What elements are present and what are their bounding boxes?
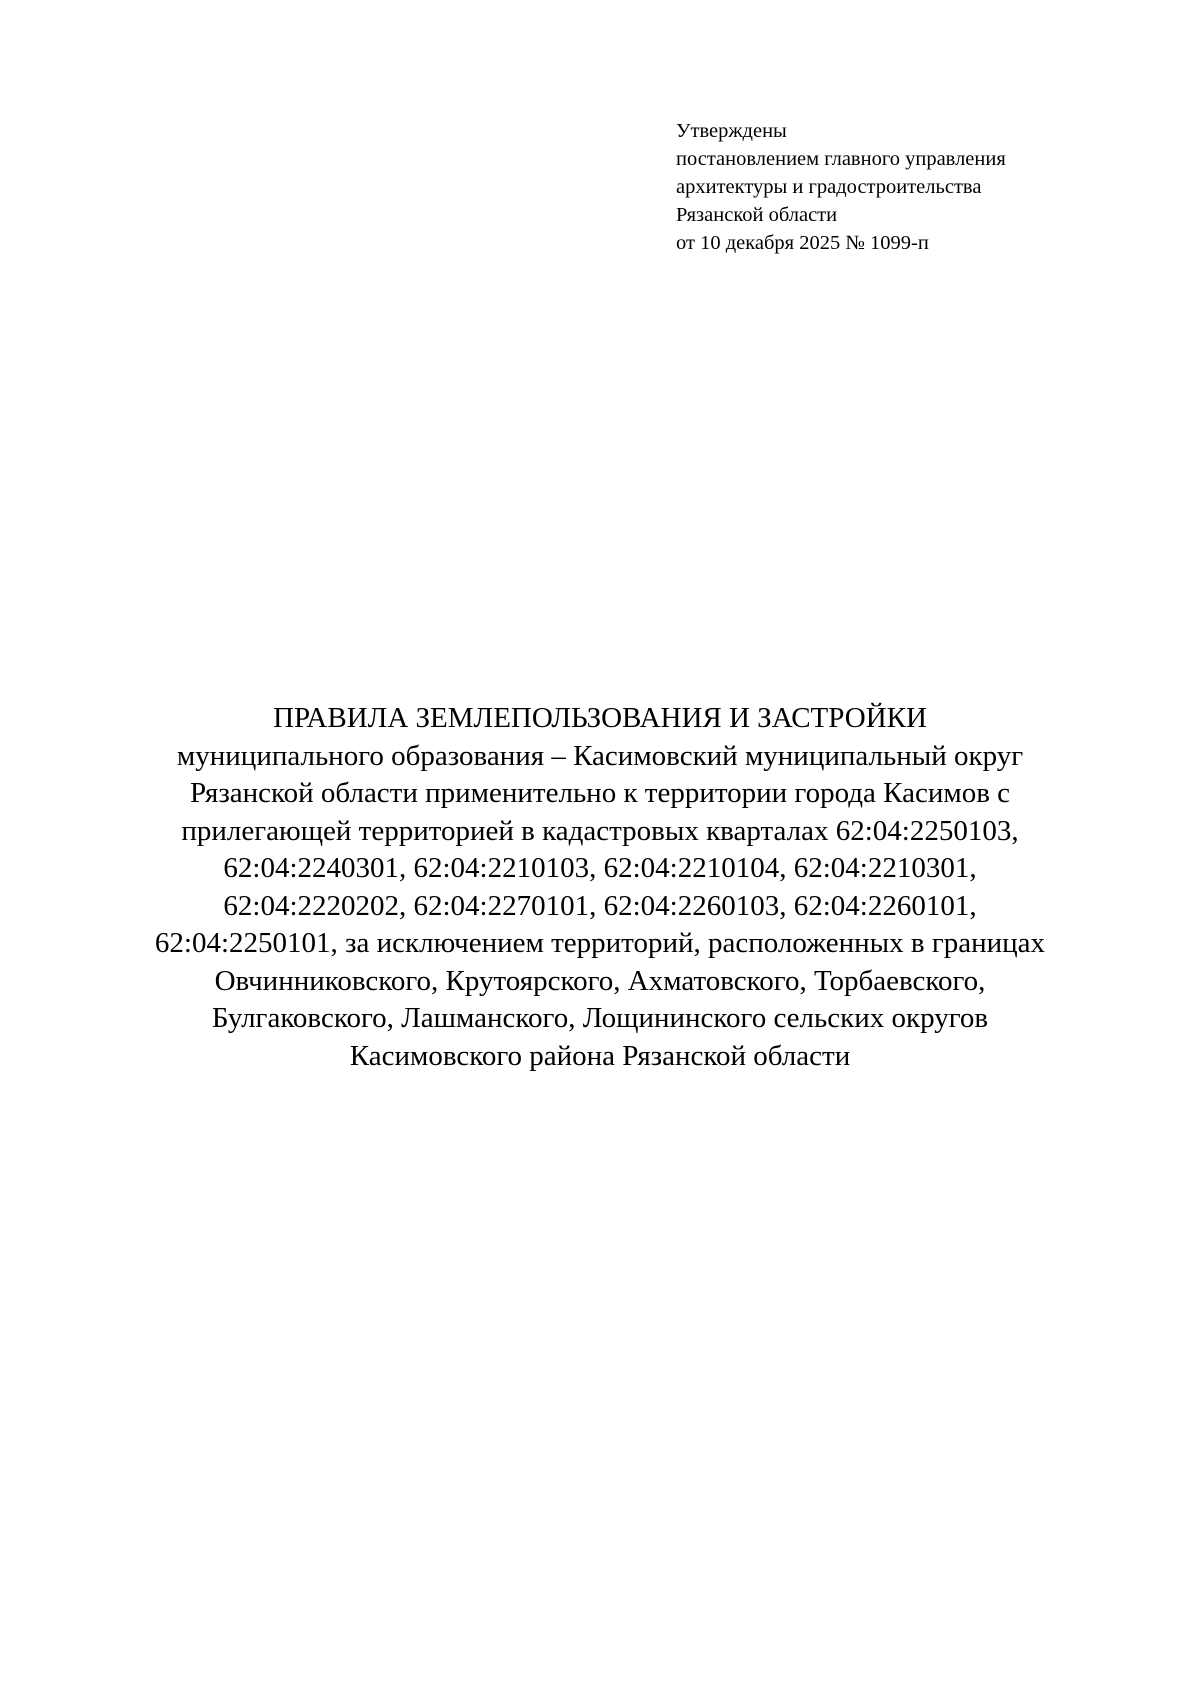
title-line: 62:04:2240301, 62:04:2210103, 62:04:2210104, 62:04:2210301, (223, 852, 977, 884)
title-line: прилегающей территорией в кадастровых кварталах 62:04:2250103, (181, 814, 1019, 847)
approval-line: Утверждены (676, 120, 787, 142)
approval-line: архитектуры и градостроительства (676, 176, 982, 198)
document-title (100, 700, 1100, 1075)
approval-stamp (676, 117, 1156, 257)
title-line: Касимовского района Рязанской области (349, 1039, 851, 1072)
approval-date-number: от 10 декабря 2025 № 1099-п (676, 232, 929, 254)
title-line: Булгаковского, Лашманского, Лощининского сельских округов (211, 1002, 989, 1034)
title-line: 62:04:2250101, за исключением территорий, расположенных в границах (154, 927, 1046, 959)
title-heading: ПРАВИЛА ЗЕМЛЕПОЛЬЗОВАНИЯ И ЗАСТРОЙКИ (273, 702, 927, 734)
title-line: 62:04:2220202, 62:04:2270101, 62:04:2260103, 62:04:2260101, (223, 889, 977, 922)
approval-line: постановлением главного управления (676, 148, 1006, 170)
approval-line: Рязанской области (676, 204, 838, 226)
title-line: Овчинниковского, Крутоярского, Ахматовского, Торбаевского, (214, 964, 986, 997)
title-line: Рязанской области применительно к территории города Касимов с (189, 777, 1011, 809)
title-line: муниципального образования – Касимовский муниципальный округ (176, 739, 1024, 772)
